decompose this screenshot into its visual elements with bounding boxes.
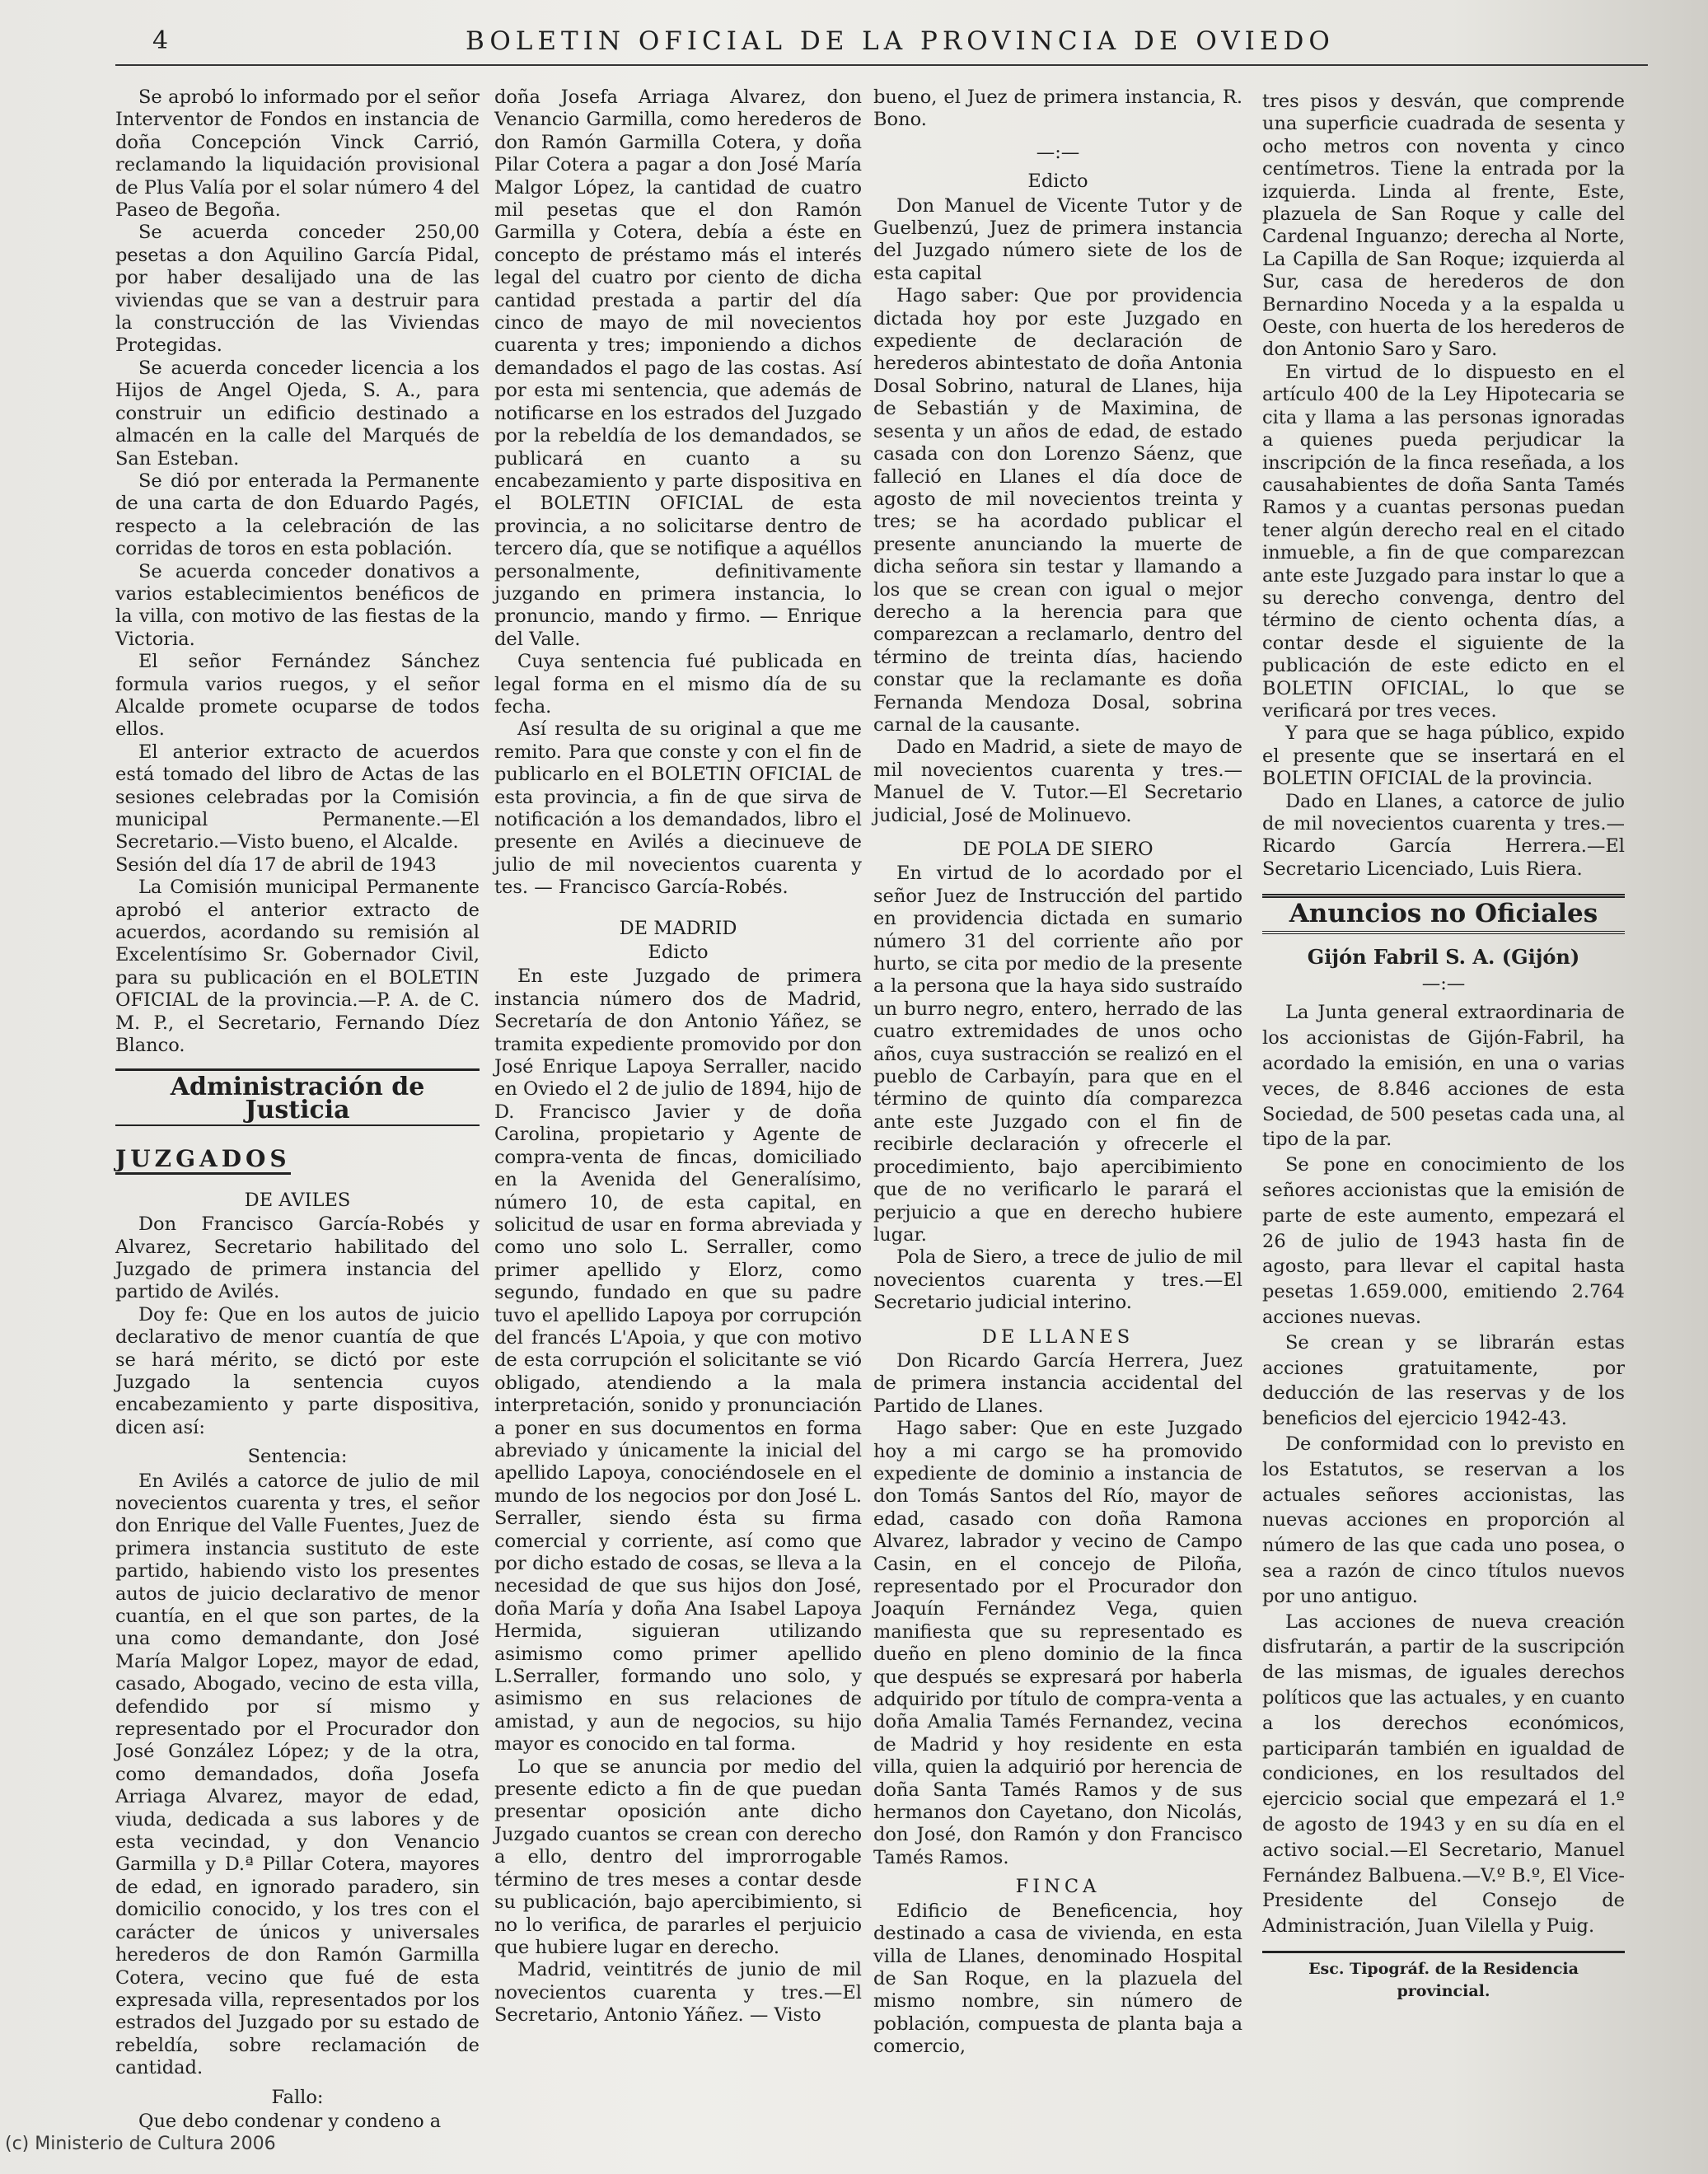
company-heading: Gijón Fabril S. A. (Gijón) xyxy=(1307,944,1580,969)
paragraph: Se pone en conocimiento de los señores accionistas que la emisión de parte de este aumento, empezará el 26 de julio de 1943 hasta fin de agosto, para llevar el capital hasta pesetas 1.659.000, emitiendo 2.764 acciones nuevas. xyxy=(1262,1154,1625,1328)
paragraph: Se acuerda conceder licencia a los Hijos de Angel Ojeda, S. A., para construir un edificio destinado a almacén en la calle del Marqués de San Esteban. xyxy=(115,357,480,470)
paragraph: En Avilés a catorce de julio de mil novecientos cuarenta y tres, el señor don Enrique del Valle Fuentes, Juez de primera instancia sustituto de este partido, habiendo visto los presentes autos de juicio declarativo de menor cuantía, en el que son partes, de la una como demandante, don José María Malgor Lopez, mayor de edad, casado, Abogado, vecino de esta villa, defendido por sí mismo y representado por el Procurador don José González López; y de la otra, como demandados, doña Josefa Arriaga Alvarez, mayor de edad, viuda, dedicada a sus labores y de esta vecindad, y don Venancio Garmilla y D.ª Pillar Cotera, mayores de edad, en ignorado paradero, sin domicilio conocido, y los tres con el carácter de únicos y universales herederos de don Ramón Garmilla Cotera, vecino que fué de esta expresada villa, representados por los estrados del Juzgado por su estado de rebeldía, sobre reclamación de cantidad. xyxy=(115,1470,480,2079)
court-heading-madrid: DE MADRID xyxy=(619,917,737,939)
column-4 xyxy=(1262,91,1625,2003)
paragraph: En virtud de lo acordado por el señor Juez de Instrucción del partido en providencia dictada en sumario número 31 del corriente año por hurto, se cita por medio de la presente a la persona que la haya sido sustraído un burro negro, entero, herrado de las cuatro extremidades de unos ocho años, cuya sustracción se realizó en el pueblo de Carbayín, para que en el término de quinto día comparezca ante este Juzgado con el fin de recibirle declaración y ofrecerle el procedimiento, bajo apercibimiento que de no verificarlo le parará el perjuicio a que en derecho hubiere lugar. xyxy=(873,863,1242,1246)
separator: —:— xyxy=(1036,141,1080,163)
column-1 xyxy=(115,86,480,2133)
sentencia-label: Sentencia: xyxy=(247,1446,348,1468)
paragraph: Pola de Siero, a trece de julio de mil novecientos cuarenta y tres.—El Secretario judicial interino. xyxy=(873,1246,1242,1314)
paragraph: Madrid, veintitrés de junio de mil novecientos cuarenta y tres.—El Secretario, Antonio Yáñez. — Visto xyxy=(494,1959,862,2027)
paragraph: Que debo condenar y condeno a xyxy=(138,2110,442,2132)
paragraph: Dado en Madrid, a siete de mayo de mil novecientos cuarenta y tres.—Manuel de V. Tutor.—El Secretario judicial, José de Molinuevo. xyxy=(873,736,1242,826)
page-header xyxy=(152,23,1652,59)
paragraph: tres pisos y desván, que comprende una superficie cuadrada de sesenta y ocho metros con noventa y cinco centímetros. Tiene la entrada por la izquierda. Linda al frente, Este, plazuela de San Roque y calle del Cardenal Inguanzo; derecha al Norte, La Capilla de San Roque; izquierda al Sur, casa de herederos de don Bernardino Noceda y a la espalda u Oeste, con huerta de los herederos de don Antonio Saro y Saro. xyxy=(1262,91,1625,361)
paragraph: Dado en Llanes, a catorce de julio de mil novecientos cuarenta y tres.—Ricardo García Herrera.—El Secretario Licenciado, Luis Riera. xyxy=(1262,790,1625,880)
paragraph: Doy fe: Que en los autos de juicio declarativo de menor cuantía de que se hará mérito, se dictó por este Juzgado la sentencia cuyos encabezamiento y parte dispositiva, dicen así: xyxy=(115,1303,480,1438)
column-2 xyxy=(494,86,862,2027)
paragraph: Don Manuel de Vicente Tutor y de Guelbenzú, Juez de primera instancia del Juzgado número siete de los de esta capital xyxy=(873,194,1242,284)
page-number: 4 xyxy=(152,26,170,55)
paragraph: De conformidad con lo previsto en los Estatutos, se reservan a los actuales señores accionistas, las nuevas acciones en proporción al número de las que cada uno posea, o sea a razón de cinco títulos nuevos por uno antiguo. xyxy=(1262,1433,1625,1607)
paragraph: Lo que se anuncia por medio del presente edicto a fin de que puedan presentar oposición ante dicho Juzgado cuantos se crean con derecho a ello, dentro del improrrogable término de tres meses a contar desde su publicación, bajo apercibimiento, si no lo verifica, de pararles el perjuicio que hubiere lugar en derecho. xyxy=(494,1756,862,1958)
paragraph: El anterior extracto de acuerdos está tomado del libro de Actas de las sesiones celebradas por la Comisión municipal Permanente.—El Secretario.—Visto bueno, el Alcalde. xyxy=(115,741,480,853)
paragraph: Don Francisco García-Robés y Alvarez, Secretario habilitado del Juzgado de primera instancia del partido de Avilés. xyxy=(115,1213,480,1303)
publication-title: BOLETIN OFICIAL DE LA PROVINCIA DE OVIEDO xyxy=(466,26,1335,56)
paragraph: Se acuerda conceder 250,00 pesetas a don Aquilino García Pidal, por haber desalijado una de las viviendas que se van a destruir para la construcción de las Viviendas Protegidas. xyxy=(115,222,480,357)
fallo-label: Fallo: xyxy=(271,2086,324,2108)
paragraph: La Comisión municipal Permanente aprobó el anterior extracto de acuerdos, acordando su remisión al Excelentísimo Sr. Gobernador Civil, para su publicación en el BOLETIN OFICIAL de la provincia.—P. A. de C. M. P., el Secretario, Fernando Díez Blanco. xyxy=(115,877,480,1057)
paragraph: Hago saber: Que por providencia dictada hoy por este Juzgado en expediente de declaración de herederos abintestato de doña Antonia Dosal Sobrino, natural de Llanes, hija de Sebastián y de Maximina, de sesenta y un años de edad, de estado casada con don Lorenzo Sáenz, que falleció en Llanes el día doce de agosto de mil novecientos treinta y tres; se ha acordado publicar el presente anunciando la muerte de dicha señora sin testar y llamando a los que se crean con igual o mejor derecho a la herencia para que comparezcan a reclamarlo, dentro del término de treinta días, haciendo constar que la reclamante es doña Fernanda Mendoza Dosal, sobrina carnal de la causante. xyxy=(873,285,1242,736)
paragraph: Se aprobó lo informado por el señor Interventor de Fondos en instancia de doña Concepción Vinck Carrió, reclamando la liquidación provisional de Plus Valía por el solar número 4 del Paseo de Begoña. xyxy=(115,86,480,222)
paragraph: En este Juzgado de primera instancia número dos de Madrid, Secretaría de don Antonio Yáñez, se tramita expediente promovido por don José Enrique Lapoya Serraller, nacido en Oviedo el 2 de julio de 1894, hijo de D. Francisco Javier y de doña Carolina, propietario y Agente de compra-venta de fincas, domiciliado en la Avenida del Generalísimo, número 10, de esta capital, en solicitud de usar en forma abreviada y como uno solo L. Serraller, como primer apellido y Elorz, como segundo, fundado en que su padre tuvo el apellido Lapoya por corrupción del francés L'Apoia, y que con motivo de esta corrupción el solicitante se vió obligado, atendiendo a la mala interpretación, sonido y pronunciación a poner en sus documentos en forma abreviado y únicamente la inicial del apellido Lapoya, conociéndosele en el mundo de los negocios por don José L. Serraller, siendo ésta su firma comercial y corriente, así como que por dicho estado de cosas, se lleva a la necesidad de que sus hijos don José, doña María y doña Ana Isabel Lapoya Hermida, siguieran utilizando asimismo como primer apellido L.Serraller, formando uno solo, y asimismo en sus relaciones de amistad, y aun de negocios, su hijo mayor es conocido en tal forma. xyxy=(494,965,862,1756)
paragraph: Las acciones de nueva creación disfrutarán, a partir de la suscripción de las mismas, de iguales derechos políticos que las actuales, y en cuanto a los derechos económicos, participarán también en igualdad de condiciones, en los resultados del ejercicio social que empezará el 1.º de agosto de 1943 y en su día en el activo social.—El Secretario, Manuel Fernández Balbuena.—V.º B.º, El Vice-Presidente del Consejo de Administración, Juan Vilella y Puig. xyxy=(1262,1611,1625,1938)
paragraph: El señor Fernández Sánchez formula varios ruegos, y el señor Alcalde promete ocuparse de todos ellos. xyxy=(115,651,480,741)
paragraph: Así resulta de su original a que me remito. Para que conste y con el fin de publicarlo en el BOLETIN OFICIAL de esta provincia, a fin de que sirva de notificación a los demandados, libro el presente en Avilés a diecinueve de julio de mil novecientos cuarenta y tes. — Francisco García-Robés. xyxy=(494,718,862,899)
edicto-label: Edicto xyxy=(648,942,709,964)
paragraph: Don Ricardo García Herrera, Juez de primera instancia accidental del Partido de Llanes. xyxy=(873,1349,1242,1417)
header-rule xyxy=(115,64,1648,66)
anuncios-heading: Anuncios no Oficiales xyxy=(1262,894,1625,933)
paragraph: Se dió por enterada la Permanente de una carta de don Eduardo Pagés, respecto a la celebración de las corridas de toros en esta población. xyxy=(115,470,480,560)
printer-imprint: Esc. Tipográf. de la Residencia provincial. xyxy=(1262,1951,1625,2003)
paragraph: En virtud de lo dispuesto en el artículo 400 de la Ley Hipotecaria se cita y llama a las personas ignoradas a quienes pueda perjudicar la inscripción de la finca reseñada, a los causahabientes de doña Santa Tamés Ramos y a cuantas personas puedan tener algún derecho real en el citado inmueble, a fin de que comparezcan ante este Juzgado para instar lo que a su derecho convenga, dentro del término de ciento ochenta días, a contar desde el siguiente de la publicación de este edicto en el BOLETIN OFICIAL, lo que se verificará por tres veces. xyxy=(1262,361,1625,722)
paragraph: doña Josefa Arriaga Alvarez, don Venancio Garmilla, como herederos de don Ramón Garmilla Cotera, y doña Pilar Cotera a pagar a don José María Malgor López, la cantidad de cuatro mil pesetas que el don Ramón Garmilla y Cotera, debía a éste en concepto de préstamo más el interés legal del cuatro por ciento de dicha cantidad prestada a partir del día cinco de mayo de mil novecientos cuarenta y tres; imponiendo a dichos demandados el pago de las costas. Así por esta mi sentencia, que además de notificarse en los estrados del Juzgado por la rebeldía de los demandados, se publicará en cuanto a su encabezamiento y parte dispositiva en el BOLETIN OFICIAL de esta provincia, a no solicitarse dentro de tercero día, que se notifique a aquéllos personalmente, definitivamente juzgando en primera instancia, lo pronuncio, mando y firmo. — Enrique del Valle. xyxy=(494,86,862,650)
column-3 xyxy=(873,86,1242,2059)
edicto-label: Edicto xyxy=(1027,171,1088,193)
finca-heading: FINCA xyxy=(1015,1876,1101,1898)
paragraph: Cuya sentencia fué publicada en legal forma en el mismo día de su fecha. xyxy=(494,651,862,718)
paragraph: Edificio de Beneficencia, hoy destinado a casa de vivienda, en esta villa de Llanes, denominado Hospital de San Roque, en la plazuela del mismo nombre, sin número de población, compuesta de planta baja a comercio, xyxy=(873,1900,1242,2058)
copyright-notice: (c) Ministerio de Cultura 2006 xyxy=(5,2134,276,2154)
court-heading-llanes: DE LLANES xyxy=(981,1325,1135,1348)
paragraph: La Junta general extraordinaria de los accionistas de Gijón-Fabril, ha acordado la emisión, en una o varias veces, de 8.846 acciones de esta Sociedad, de 500 pesetas cada una, al tipo de la par. xyxy=(1262,1002,1625,1151)
paragraph: Se crean y se librarán estas acciones gratuitamente, por deducción de las reservas y de los beneficios del ejercicio 1942-43. xyxy=(1262,1331,1625,1430)
session-date: Sesión del día 17 de abril de 1943 xyxy=(115,853,437,876)
court-heading-aviles: DE AVILES xyxy=(244,1189,351,1211)
juzgados-heading: JUZGADOS xyxy=(115,1148,291,1174)
notice-body xyxy=(1262,1000,1625,1938)
paragraph: Hago saber: Que en este Juzgado hoy a mi cargo se ha promovido expediente de dominio a instancia de don Tomás Santos del Río, mayor de edad, casado con doña Ramona Alvarez, labrador y vecino de Campo Casin, en el concejo de Piloña, representado por el Procurador don Joaquín Fernández Vega, quien manifiesta que su representado es dueño en pleno dominio de la finca que después se expresará por haberla adquirido por título de compra-venta a doña Amalia Tamés Fernandez, vecina de Madrid y hoy residente en esta villa, quien la adquirió por herencia de doña Santa Tamés Ramos y de sus hermanos don Cayetano, don Nicolás, don José, don Ramón y don Francisco Tamés Ramos. xyxy=(873,1418,1242,1868)
paragraph: Se acuerda conceder donativos a varios establecimientos benéficos de la villa, con motivo de las fiestas de la Victoria. xyxy=(115,560,480,650)
section-title: Administración de Justicia xyxy=(115,1068,480,1126)
paragraph: Y para que se haga público, expido el presente que se insertará en el BOLETIN OFICIAL de la provincia. xyxy=(1262,722,1625,790)
court-heading-pola: DE POLA DE SIERO xyxy=(962,839,1153,860)
separator: —:— xyxy=(1421,973,1466,995)
paragraph: bueno, el Juez de primera instancia, R. Bono. xyxy=(873,86,1242,131)
